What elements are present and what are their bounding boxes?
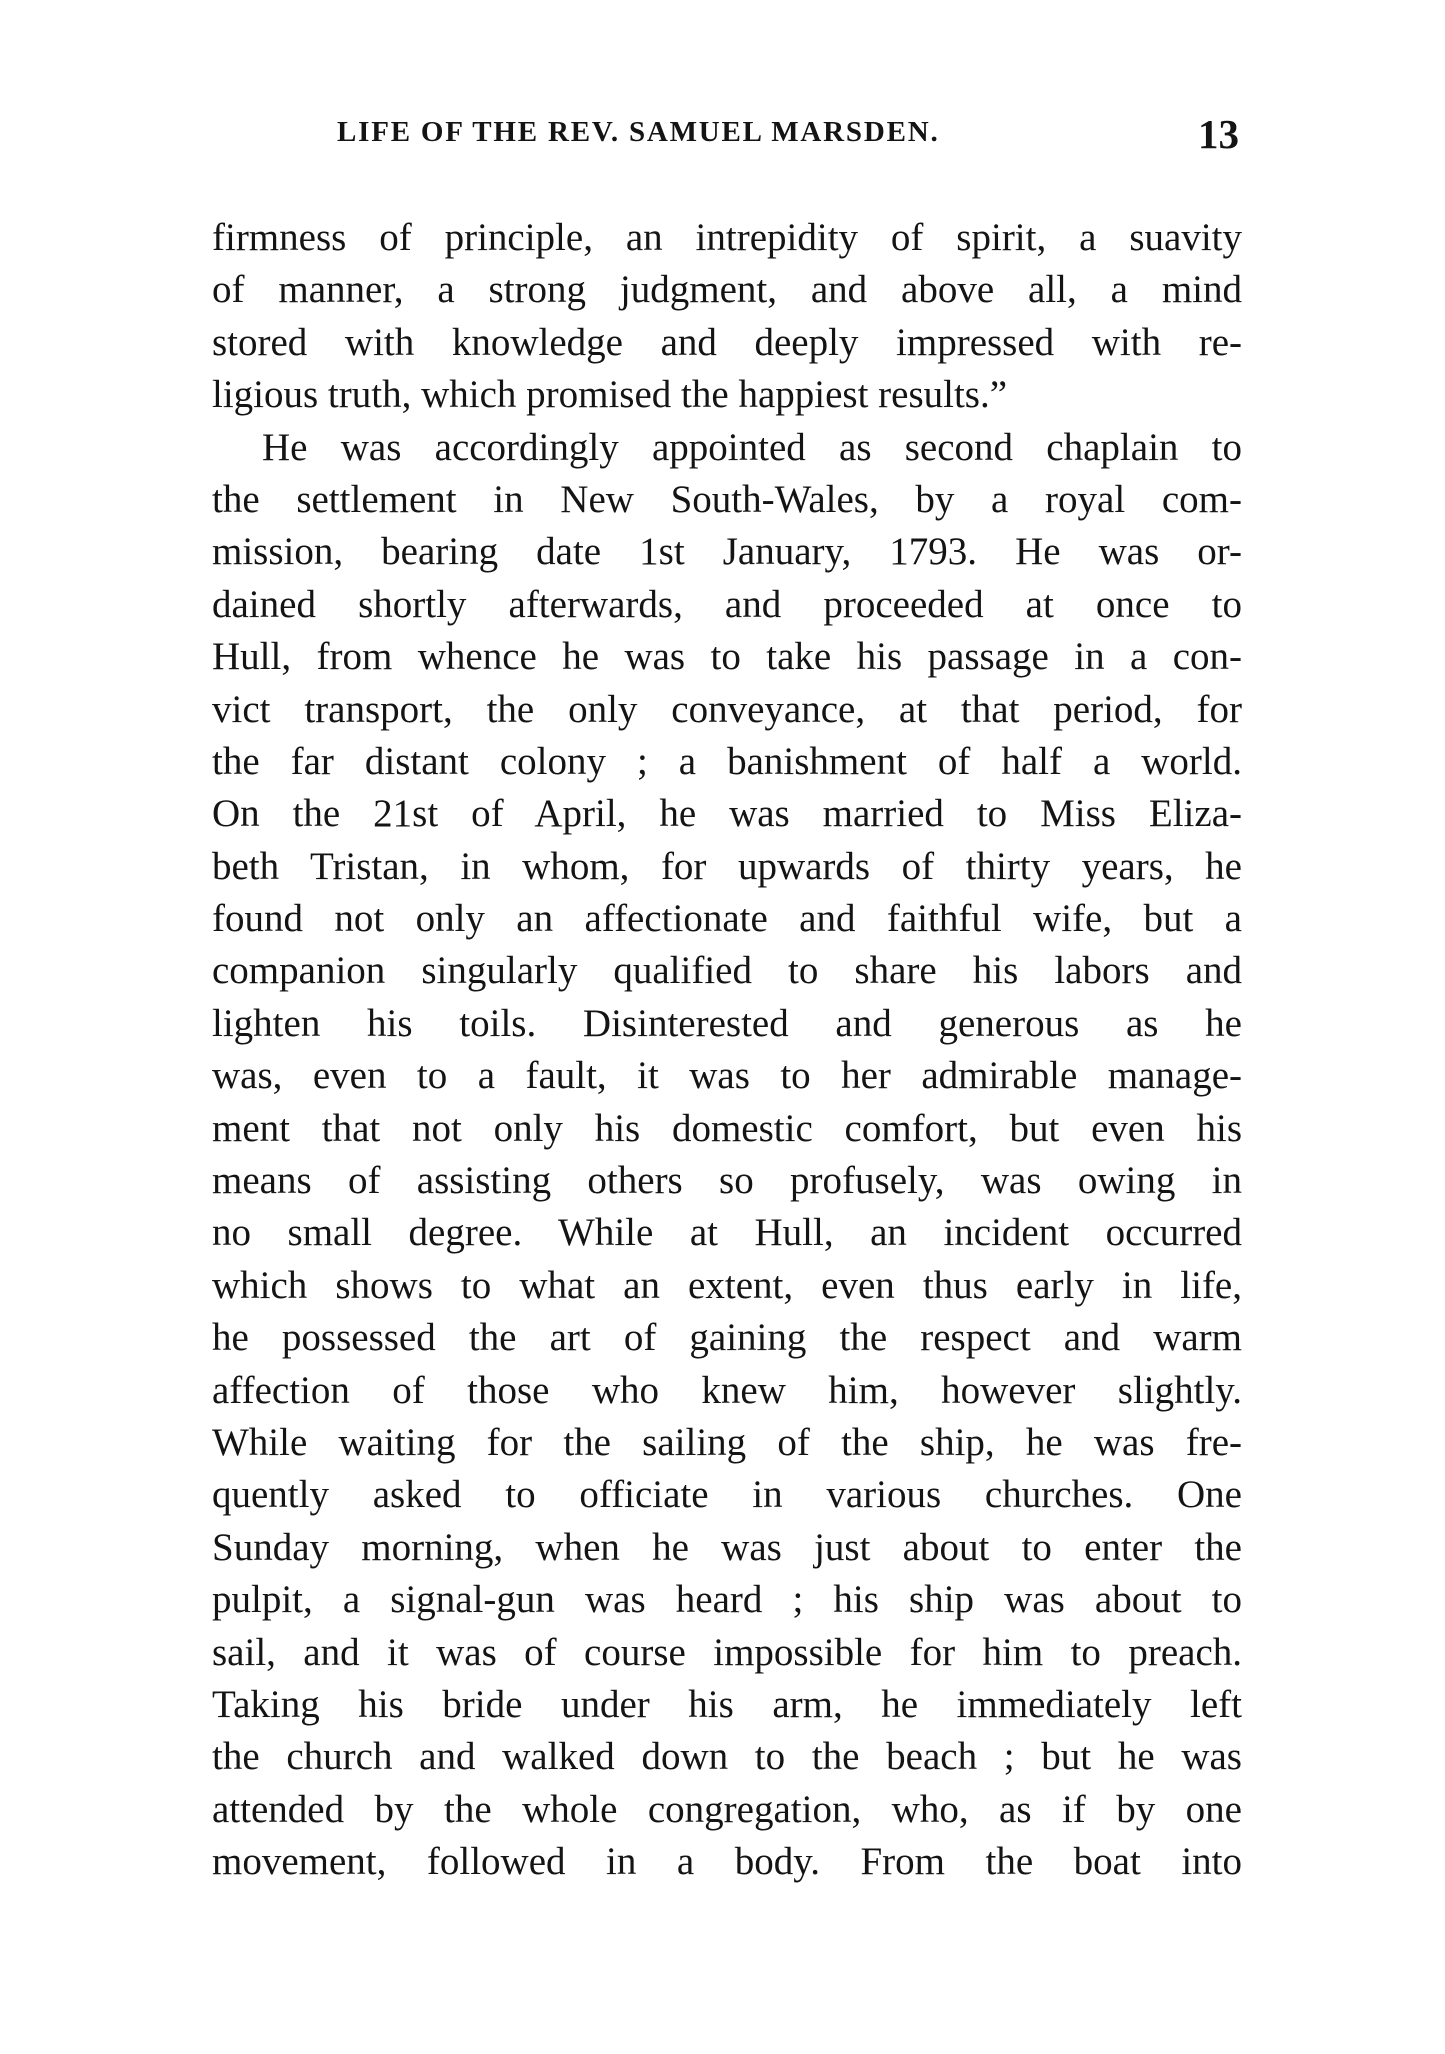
text-line: pulpit, a signal-gun was heard ; his ship was about to [212,1578,1242,1622]
text-line: beth Tristan, in whom, for upwards of thirty years, he [212,844,1242,888]
text-line: the church and walked down to the beach ; but he was [212,1735,1242,1779]
text-line: mission, bearing date 1st January, 1793. He was or- [212,530,1242,574]
text-line: the settlement in New South-Wales, by a royal com- [212,477,1242,521]
text-line: he possessed the art of gaining the respect and warm [212,1316,1242,1360]
text-line: Taking his bride under his arm, he immediately left [212,1682,1242,1726]
text-line: On the 21st of April, he was married to Miss Eliza- [212,792,1242,836]
body-text [212,212,1242,1889]
text-line: the far distant colony ; a banishment of half a world. [212,739,1242,783]
text-line: affection of those who knew him, however slightly. [212,1368,1242,1412]
text-line: While waiting for the sailing of the ship, he was fre- [212,1420,1242,1464]
text-line: which shows to what an extent, even thus early in life, [212,1263,1242,1307]
text-line: movement, followed in a body. From the boat into [212,1840,1242,1884]
text-line: dained shortly afterwards, and proceeded at once to [212,582,1242,626]
running-head: LIFE OF THE REV. SAMUEL MARSDEN. [337,116,940,148]
text-line: firmness of principle, an intrepidity of spirit, a suavity [212,216,1242,259]
text-line: He was accordingly appointed as second chaplain to [262,425,1242,469]
text-line: stored with knowledge and deeply impressed with re- [212,320,1242,364]
text-line: ment that not only his domestic comfort, but even his [212,1106,1242,1150]
page-header [337,110,1239,170]
text-line: means of assisting others so profusely, was owing in [212,1159,1242,1203]
text-line: Sunday morning, when he was just about to enter the [212,1525,1242,1569]
text-line: vict transport, the only conveyance, at that period, for [212,687,1242,731]
page-number: 13 [1198,111,1239,157]
text-line: Hull, from whence he was to take his passage in a con- [212,635,1242,679]
text-line: no small degree. While at Hull, an incident occurred [212,1211,1242,1255]
text-line: sail, and it was of course impossible for him to preach. [212,1630,1242,1674]
text-line: found not only an affectionate and faithful wife, but a [212,897,1242,941]
text-line: lighten his toils. Disinterested and generous as he [212,1001,1242,1045]
text-line: companion singularly qualified to share his labors and [212,949,1242,993]
text-line: was, even to a fault, it was to her admirable manage- [212,1054,1242,1098]
text-line: attended by the whole congregation, who, as if by one [212,1787,1242,1831]
text-line: ligious truth, which promised the happiest results.” [212,373,1008,417]
text-line: quently asked to officiate in various churches. One [212,1473,1242,1517]
text-line: of manner, a strong judgment, and above all, a mind [212,268,1242,312]
